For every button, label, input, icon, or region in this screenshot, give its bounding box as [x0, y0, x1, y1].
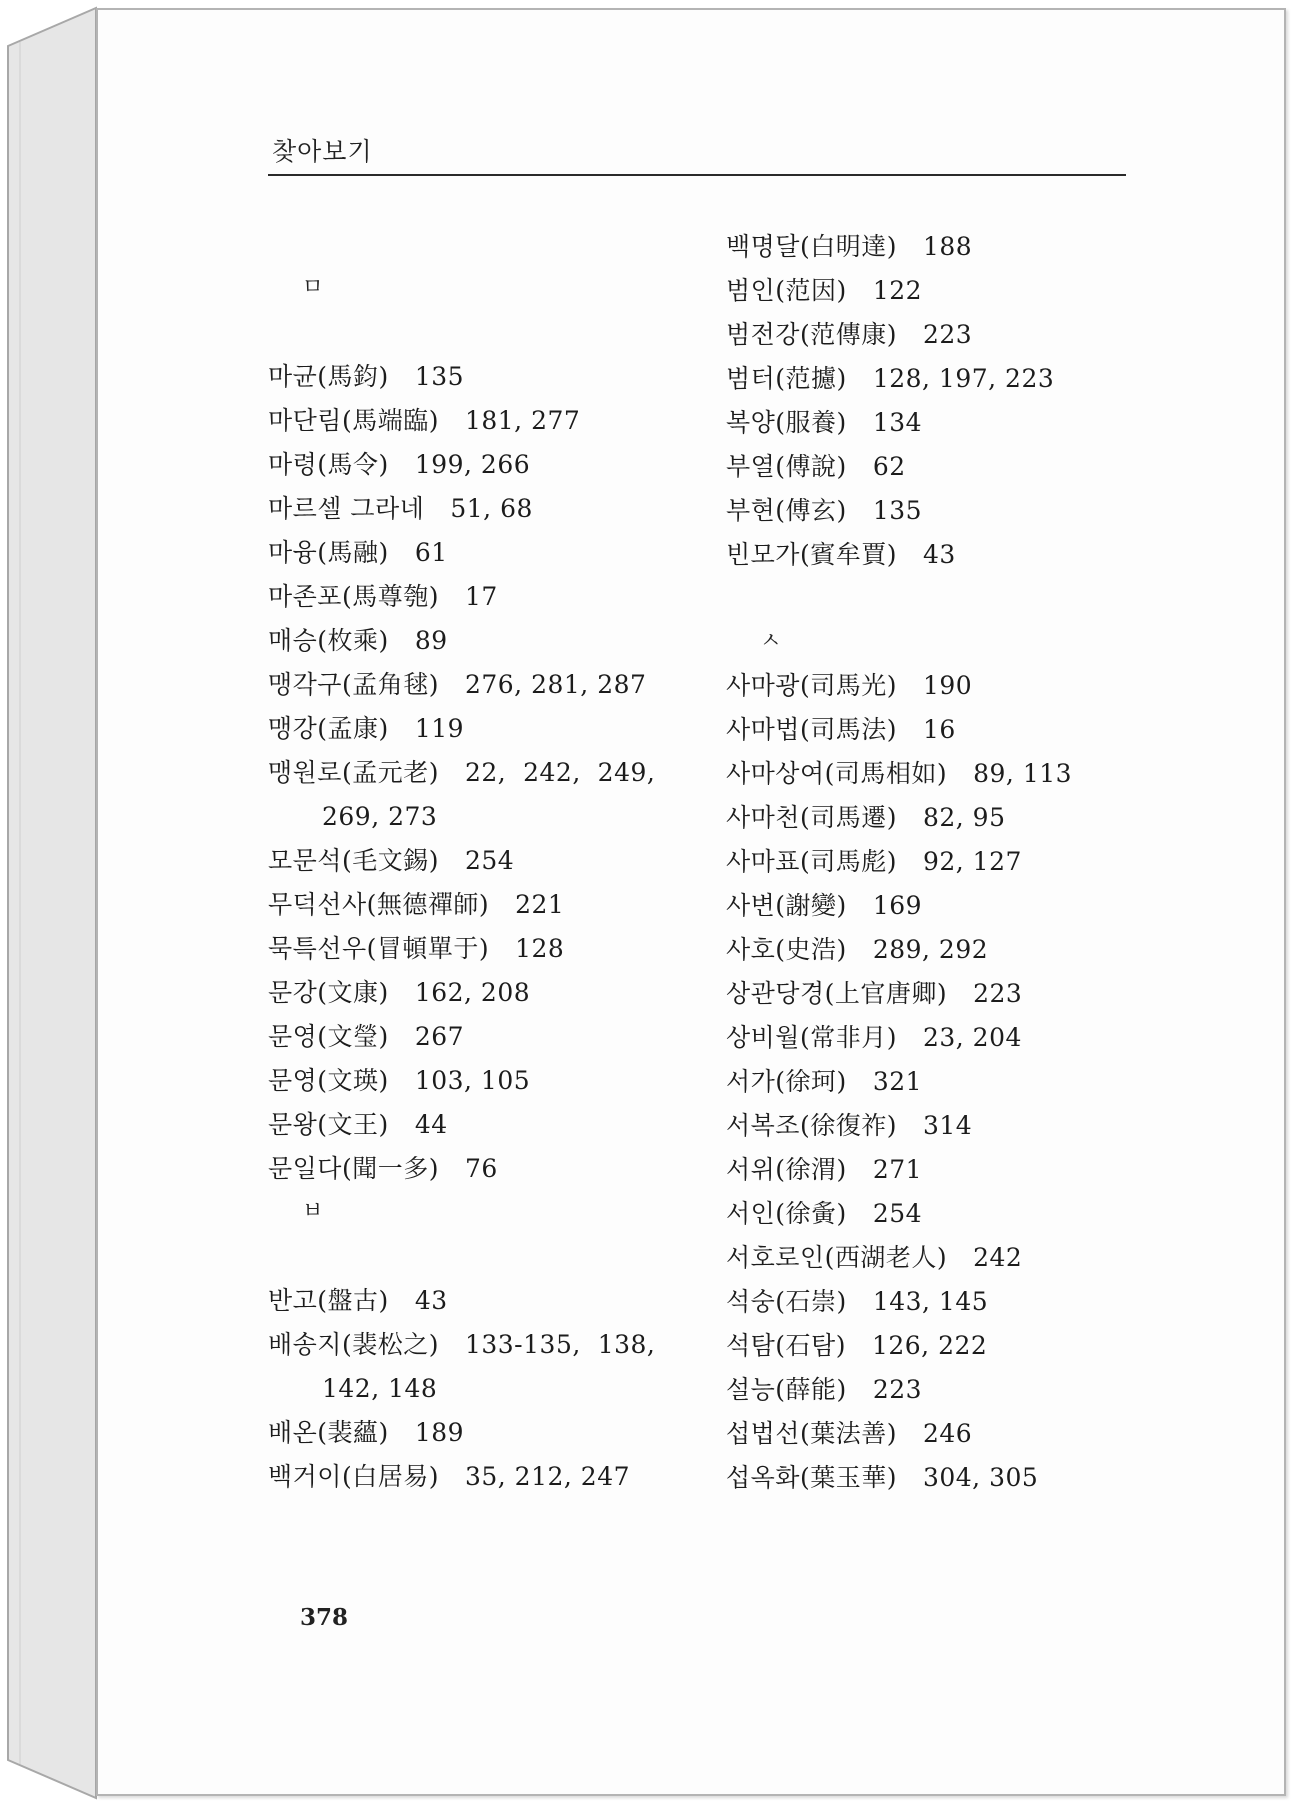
entry-name: 문일다(聞一多): [268, 1154, 439, 1183]
entry-name: 문왕(文王): [268, 1110, 389, 1139]
index-entry: [268, 494, 533, 524]
index-entry: [726, 935, 988, 965]
entry-name: 모문석(毛文錫): [268, 846, 439, 875]
index-entry: [726, 1419, 972, 1449]
entry-name: 섭법선(葉法善): [726, 1419, 897, 1448]
entry-name: 범터(范攄): [726, 364, 847, 393]
index-entry: [726, 715, 956, 745]
index-entry: [726, 364, 1054, 394]
entry-pages: 122: [872, 276, 923, 305]
entry-pages-continued: 142, 148: [322, 1374, 438, 1403]
entry-name: 상비월(常非月): [726, 1023, 897, 1052]
entry-name: 백거이(白居易): [268, 1462, 439, 1491]
entry-name: 부현(傅玄): [726, 496, 847, 525]
index-entry: [268, 1022, 464, 1052]
entry-pages: 62: [872, 452, 906, 481]
entry-pages: 51, 68: [450, 494, 533, 523]
entry-pages: 134: [872, 408, 923, 437]
entry-name: 맹각구(孟角毬): [268, 670, 439, 699]
entry-name: 석숭(石崇): [726, 1287, 847, 1316]
index-entry: [726, 1243, 1022, 1273]
index-entry: [726, 1199, 922, 1229]
entry-name: 사호(史浩): [726, 935, 847, 964]
entry-name: 서복조(徐復祚): [726, 1111, 897, 1140]
entry-pages: 242: [973, 1243, 1023, 1272]
index-entry: [726, 847, 1022, 877]
entry-name: 마융(馬融): [268, 538, 389, 567]
index-entry: [268, 846, 514, 876]
entry-name: 범인(范因): [726, 276, 847, 305]
index-entry: [268, 1286, 448, 1316]
entry-name: 서위(徐渭): [726, 1155, 847, 1184]
entry-name: 문강(文康): [268, 978, 389, 1007]
index-entry: [726, 1463, 1038, 1493]
entry-pages: 43: [414, 1286, 448, 1315]
entry-pages: 223: [922, 320, 973, 349]
section-heading: ㅅ: [760, 629, 782, 654]
index-entry: [726, 759, 1072, 789]
entry-name: 매승(枚乘): [268, 626, 389, 655]
entry-name: 서호로인(西湖老人): [726, 1243, 948, 1272]
index-entry: [268, 1066, 530, 1096]
entry-pages: 289, 292: [872, 935, 989, 964]
entry-name: 배온(裴蘊): [268, 1418, 389, 1447]
entry-pages: 17: [464, 582, 498, 611]
entry-name: 섭옥화(葉玉華): [726, 1463, 897, 1492]
entry-name: 서가(徐珂): [726, 1067, 847, 1096]
entry-pages: 254: [872, 1199, 923, 1228]
entry-pages: 133-135, 138,: [464, 1330, 656, 1359]
index-entry: [726, 540, 956, 570]
entry-pages: 169: [872, 891, 923, 920]
entry-pages: 35, 212, 247: [464, 1462, 631, 1491]
entry-pages: 162, 208: [414, 978, 531, 1007]
index-entry: [268, 670, 646, 700]
entry-name: 마존포(馬尊匏): [268, 582, 439, 611]
entry-name: 범전강(范傳康): [726, 320, 897, 349]
entry-pages: 271: [872, 1155, 923, 1184]
index-entry: [268, 934, 564, 964]
entry-pages: 321: [872, 1067, 923, 1096]
index-entry: [268, 626, 448, 656]
index-entry: [268, 1330, 655, 1360]
entry-pages: 16: [922, 715, 956, 744]
running-head: 찾아보기: [272, 137, 373, 166]
index-entry: [726, 803, 1006, 833]
entry-name: 석탐(石탐): [726, 1331, 846, 1360]
index-entry: [268, 1154, 498, 1184]
entry-pages: 76: [464, 1154, 498, 1183]
index-entry: [726, 1375, 922, 1405]
index-entry: [726, 1111, 972, 1141]
entry-name: 묵특선우(冒頓單于): [268, 934, 490, 963]
index-entry: [726, 496, 922, 526]
index-entry: [268, 758, 655, 788]
index-entry: [268, 582, 498, 612]
index-entry: [268, 362, 464, 392]
index-entry: [726, 276, 922, 306]
entry-pages: 254: [464, 846, 515, 875]
entry-name: 복양(服養): [726, 408, 847, 437]
page-number: 378: [300, 1604, 349, 1631]
index-entry: [726, 1067, 922, 1097]
entry-name: 맹강(孟康): [268, 714, 389, 743]
index-entry: [726, 1023, 1022, 1053]
index-entry: [268, 1462, 630, 1492]
entry-name: 문영(文瑛): [268, 1066, 389, 1095]
entry-pages: 267: [414, 1022, 465, 1051]
index-entry: [726, 891, 922, 921]
entry-pages: 23, 204: [922, 1023, 1022, 1052]
index-entry: [268, 1110, 448, 1140]
index-entry: [268, 978, 530, 1008]
entry-pages: 89: [414, 626, 448, 655]
entry-name: 사마법(司馬法): [726, 715, 897, 744]
entry-name: 상관당경(上官唐卿): [726, 979, 948, 1008]
entry-pages: 314: [922, 1111, 973, 1140]
index-entry: [268, 714, 464, 744]
index-entry: [726, 408, 922, 438]
index-entry: [726, 979, 1022, 1009]
entry-pages: 188: [922, 232, 973, 261]
index-entry: [726, 1331, 987, 1361]
entry-pages: 89, 113: [973, 759, 1073, 788]
entry-name: 문영(文瑩): [268, 1022, 389, 1051]
entry-pages: 190: [922, 671, 973, 700]
entry-pages: 103, 105: [414, 1066, 531, 1095]
entry-name: 사변(謝變): [726, 891, 847, 920]
entry-pages: 128: [515, 934, 565, 963]
index-entry: [726, 1287, 988, 1317]
entry-name: 배송지(裴松之): [268, 1330, 439, 1359]
header-rule: [268, 174, 1126, 176]
entry-pages: 61: [414, 538, 448, 567]
index-entry: [268, 406, 580, 436]
index-entry: [726, 232, 972, 262]
entry-name: 사마표(司馬彪): [726, 847, 897, 876]
entry-name: 사마광(司馬光): [726, 671, 897, 700]
entry-name: 사마천(司馬遷): [726, 803, 897, 832]
index-entry: [268, 538, 448, 568]
entry-pages: 126, 222: [871, 1331, 988, 1360]
entry-pages: 135: [872, 496, 923, 525]
entry-pages: 223: [872, 1375, 923, 1404]
entry-pages: 199, 266: [414, 450, 531, 479]
entry-name: 빈모가(賓牟賈): [726, 540, 897, 569]
entry-pages: 181, 277: [464, 406, 581, 435]
entry-pages: 189: [414, 1418, 465, 1447]
entry-name: 설능(薛能): [726, 1375, 847, 1404]
index-entry: [268, 450, 530, 480]
entry-pages: 92, 127: [922, 847, 1022, 876]
index-entry: [268, 890, 564, 920]
entry-pages: 82, 95: [922, 803, 1006, 832]
entry-pages: 135: [414, 362, 465, 391]
entry-name: 맹원로(孟元老): [268, 758, 439, 787]
entry-name: 백명달(白明達): [726, 232, 897, 261]
entry-name: 무덕선사(無德禪師): [268, 890, 490, 919]
index-entry: [726, 671, 972, 701]
entry-pages: 223: [973, 979, 1023, 1008]
entry-pages: 246: [922, 1419, 973, 1448]
entry-pages: 43: [922, 540, 956, 569]
index-entry: [268, 1418, 464, 1448]
section-heading: ㅁ: [302, 275, 324, 300]
entry-name: 부열(傅說): [726, 452, 847, 481]
entry-pages: 143, 145: [872, 1287, 989, 1316]
entry-pages: 22, 242, 249,: [464, 758, 656, 787]
index-entry: [726, 1155, 922, 1185]
entry-name: 마단림(馬端臨): [268, 406, 439, 435]
index-entry: [726, 452, 906, 482]
entry-name: 마령(馬令): [268, 450, 389, 479]
entry-pages: 119: [414, 714, 465, 743]
section-heading: ㅂ: [302, 1199, 324, 1224]
entry-pages: 44: [414, 1110, 448, 1139]
entry-pages: 128, 197, 223: [872, 364, 1055, 393]
entry-pages: 221: [515, 890, 565, 919]
index-entry: [726, 320, 972, 350]
entry-name: 마르셀 그라네: [268, 494, 425, 523]
entry-pages: 304, 305: [922, 1463, 1039, 1492]
entry-name: 마균(馬鈞): [268, 362, 389, 391]
entry-name: 사마상여(司馬相如): [726, 759, 948, 788]
entry-name: 서인(徐夤): [726, 1199, 847, 1228]
entry-pages-continued: 269, 273: [322, 802, 438, 831]
entry-name: 반고(盤古): [268, 1286, 389, 1315]
entry-pages: 276, 281, 287: [464, 670, 647, 699]
